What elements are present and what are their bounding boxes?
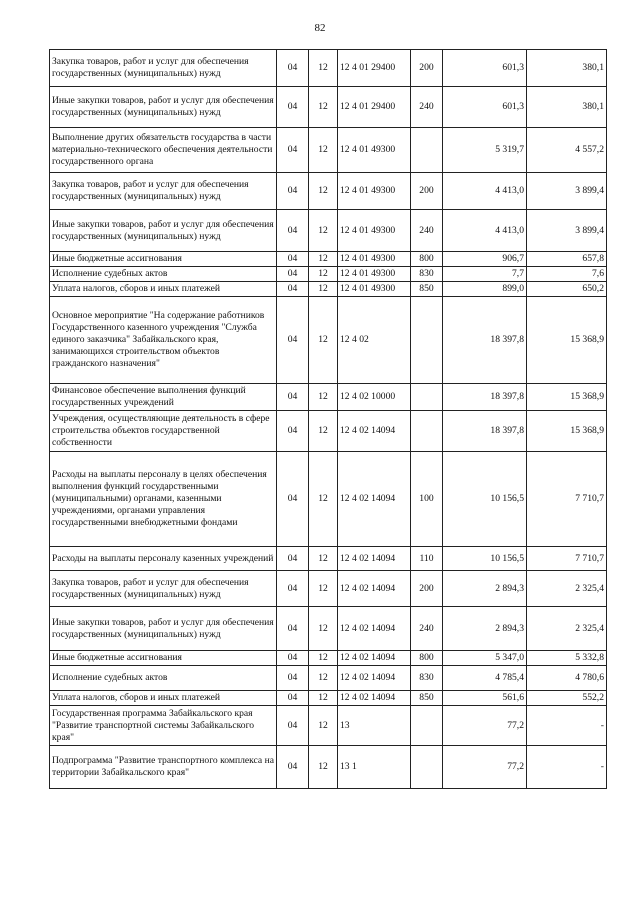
row-section: 04 — [277, 571, 309, 607]
row-section: 04 — [277, 452, 309, 547]
row-name: Иные бюджетные ассигнования — [50, 252, 277, 267]
row-amount-plan: 2 894,3 — [443, 571, 527, 607]
row-expense-type — [411, 297, 443, 384]
row-amount-plan: 18 397,8 — [443, 297, 527, 384]
row-amount-plan: 10 156,5 — [443, 547, 527, 571]
row-target-article: 12 4 02 14094 — [338, 651, 411, 666]
row-subsection: 12 — [309, 282, 338, 297]
row-target-article: 12 4 01 49300 — [338, 267, 411, 282]
row-amount-plan: 601,3 — [443, 87, 527, 128]
row-target-article: 12 4 01 49300 — [338, 210, 411, 252]
row-name: Финансовое обеспечение выполнения функций государственных учреждений — [50, 384, 277, 411]
row-amount-actual: 3 899,4 — [527, 173, 607, 210]
row-amount-plan: 899,0 — [443, 282, 527, 297]
row-name: Исполнение судебных актов — [50, 267, 277, 282]
row-subsection: 12 — [309, 571, 338, 607]
table-row — [50, 547, 607, 571]
row-subsection: 12 — [309, 746, 338, 789]
row-name: Учреждения, осуществляющие деятельность в сфере строительства объектов государственной собственности — [50, 411, 277, 452]
row-name: Закупка товаров, работ и услуг для обеспечения государственных (муниципальных) нужд — [50, 571, 277, 607]
row-amount-plan: 18 397,8 — [443, 411, 527, 452]
row-amount-plan: 4 413,0 — [443, 210, 527, 252]
table-row — [50, 452, 607, 547]
row-expense-type — [411, 411, 443, 452]
row-amount-plan: 77,2 — [443, 746, 527, 789]
row-name: Иные закупки товаров, работ и услуг для обеспечения государственных (муниципальных) нужд — [50, 607, 277, 651]
row-expense-type: 850 — [411, 282, 443, 297]
row-name: Уплата налогов, сборов и иных платежей — [50, 691, 277, 706]
row-section: 04 — [277, 50, 309, 87]
row-name: Закупка товаров, работ и услуг для обеспечения государственных (муниципальных) нужд — [50, 173, 277, 210]
row-section: 04 — [277, 384, 309, 411]
table-row — [50, 384, 607, 411]
row-expense-type — [411, 746, 443, 789]
row-expense-type: 800 — [411, 252, 443, 267]
page-number: 82 — [314, 22, 326, 34]
table-row — [50, 173, 607, 210]
row-amount-plan: 601,3 — [443, 50, 527, 87]
row-name: Закупка товаров, работ и услуг для обеспечения государственных (муниципальных) нужд — [50, 50, 277, 87]
row-target-article: 13 — [338, 706, 411, 746]
table-row — [50, 128, 607, 173]
row-section: 04 — [277, 666, 309, 691]
table-row — [50, 706, 607, 746]
row-amount-plan: 2 894,3 — [443, 607, 527, 651]
row-amount-plan: 18 397,8 — [443, 384, 527, 411]
row-amount-plan: 4 785,4 — [443, 666, 527, 691]
row-amount-actual: 4 780,6 — [527, 666, 607, 691]
row-target-article: 12 4 02 10000 — [338, 384, 411, 411]
row-target-article: 12 4 02 14094 — [338, 452, 411, 547]
row-name: Государственная программа Забайкальского края "Развитие транспортной системы Забайкальского края" — [50, 706, 277, 746]
row-section: 04 — [277, 691, 309, 706]
table-row — [50, 666, 607, 691]
row-target-article: 12 4 02 14094 — [338, 411, 411, 452]
table-row — [50, 571, 607, 607]
row-expense-type: 830 — [411, 267, 443, 282]
row-amount-actual: 3 899,4 — [527, 210, 607, 252]
row-amount-plan: 10 156,5 — [443, 452, 527, 547]
row-section: 04 — [277, 651, 309, 666]
row-name: Выполнение других обязательств государства в части материально-технического обеспечения деятельности государственного органа — [50, 128, 277, 173]
row-amount-actual: - — [527, 746, 607, 789]
row-amount-actual: 15 368,9 — [527, 411, 607, 452]
row-expense-type: 100 — [411, 452, 443, 547]
row-amount-actual: 650,2 — [527, 282, 607, 297]
row-subsection: 12 — [309, 87, 338, 128]
row-name: Основное мероприятие "На содержание работников Государственного казенного учреждения "Служба единого заказчика" Забайкальского края, занимающихся строительством объектов гражданского назначения" — [50, 297, 277, 384]
row-amount-plan: 77,2 — [443, 706, 527, 746]
row-amount-actual: 15 368,9 — [527, 384, 607, 411]
table-row — [50, 651, 607, 666]
row-target-article: 12 4 01 49300 — [338, 252, 411, 267]
row-expense-type: 850 — [411, 691, 443, 706]
row-target-article: 12 4 02 14094 — [338, 571, 411, 607]
row-subsection: 12 — [309, 547, 338, 571]
row-target-article: 12 4 02 — [338, 297, 411, 384]
table-row — [50, 267, 607, 282]
row-amount-actual: 552,2 — [527, 691, 607, 706]
row-subsection: 12 — [309, 384, 338, 411]
row-section: 04 — [277, 173, 309, 210]
budget-table — [49, 49, 607, 789]
row-section: 04 — [277, 706, 309, 746]
table-row — [50, 297, 607, 384]
row-amount-plan: 5 347,0 — [443, 651, 527, 666]
row-amount-actual: 4 557,2 — [527, 128, 607, 173]
row-amount-actual: 7,6 — [527, 267, 607, 282]
row-target-article: 12 4 02 14094 — [338, 607, 411, 651]
row-expense-type — [411, 706, 443, 746]
row-name: Иные бюджетные ассигнования — [50, 651, 277, 666]
row-subsection: 12 — [309, 452, 338, 547]
row-target-article: 12 4 01 29400 — [338, 50, 411, 87]
row-section: 04 — [277, 210, 309, 252]
row-amount-actual: 2 325,4 — [527, 571, 607, 607]
row-expense-type: 830 — [411, 666, 443, 691]
table-row — [50, 252, 607, 267]
row-subsection: 12 — [309, 706, 338, 746]
table-row — [50, 746, 607, 789]
row-expense-type: 200 — [411, 571, 443, 607]
row-subsection: 12 — [309, 691, 338, 706]
row-amount-plan: 906,7 — [443, 252, 527, 267]
row-target-article: 13 1 — [338, 746, 411, 789]
table-row — [50, 607, 607, 651]
row-expense-type — [411, 384, 443, 411]
row-subsection: 12 — [309, 666, 338, 691]
row-section: 04 — [277, 128, 309, 173]
row-subsection: 12 — [309, 297, 338, 384]
row-section: 04 — [277, 297, 309, 384]
row-subsection: 12 — [309, 651, 338, 666]
row-expense-type: 240 — [411, 87, 443, 128]
row-target-article: 12 4 01 49300 — [338, 173, 411, 210]
row-amount-actual: 7 710,7 — [527, 452, 607, 547]
row-section: 04 — [277, 267, 309, 282]
row-expense-type: 240 — [411, 210, 443, 252]
table-row — [50, 87, 607, 128]
row-name: Расходы на выплаты персоналу казенных учреждений — [50, 547, 277, 571]
row-target-article: 12 4 01 49300 — [338, 282, 411, 297]
row-target-article: 12 4 01 49300 — [338, 128, 411, 173]
row-subsection: 12 — [309, 50, 338, 87]
row-name: Расходы на выплаты персоналу в целях обеспечения выполнения функций государственными (муниципальными) органами, казенными учреждениями, органами управления государственными внебюджетными фондами — [50, 452, 277, 547]
table-row — [50, 210, 607, 252]
row-name: Иные закупки товаров, работ и услуг для обеспечения государственных (муниципальных) нужд — [50, 210, 277, 252]
row-amount-plan: 561,6 — [443, 691, 527, 706]
row-amount-actual: 7 710,7 — [527, 547, 607, 571]
row-subsection: 12 — [309, 607, 338, 651]
row-subsection: 12 — [309, 128, 338, 173]
row-amount-actual: - — [527, 706, 607, 746]
row-subsection: 12 — [309, 173, 338, 210]
row-section: 04 — [277, 87, 309, 128]
row-section: 04 — [277, 547, 309, 571]
row-name: Подпрограмма "Развитие транспортного комплекса на территории Забайкальского края" — [50, 746, 277, 789]
row-subsection: 12 — [309, 411, 338, 452]
row-target-article: 12 4 02 14094 — [338, 666, 411, 691]
row-section: 04 — [277, 411, 309, 452]
row-expense-type — [411, 128, 443, 173]
row-subsection: 12 — [309, 252, 338, 267]
row-expense-type: 240 — [411, 607, 443, 651]
row-target-article: 12 4 01 29400 — [338, 87, 411, 128]
row-amount-actual: 15 368,9 — [527, 297, 607, 384]
row-target-article: 12 4 02 14094 — [338, 547, 411, 571]
row-amount-actual: 380,1 — [527, 50, 607, 87]
row-expense-type: 200 — [411, 50, 443, 87]
row-amount-plan: 4 413,0 — [443, 173, 527, 210]
row-name: Уплата налогов, сборов и иных платежей — [50, 282, 277, 297]
row-amount-actual: 5 332,8 — [527, 651, 607, 666]
row-expense-type: 110 — [411, 547, 443, 571]
row-section: 04 — [277, 607, 309, 651]
row-amount-actual: 2 325,4 — [527, 607, 607, 651]
row-name: Иные закупки товаров, работ и услуг для обеспечения государственных (муниципальных) нужд — [50, 87, 277, 128]
row-target-article: 12 4 02 14094 — [338, 691, 411, 706]
row-amount-plan: 5 319,7 — [443, 128, 527, 173]
row-amount-plan: 7,7 — [443, 267, 527, 282]
row-amount-actual: 657,8 — [527, 252, 607, 267]
row-subsection: 12 — [309, 210, 338, 252]
row-amount-actual: 380,1 — [527, 87, 607, 128]
table-row — [50, 411, 607, 452]
row-subsection: 12 — [309, 267, 338, 282]
row-section: 04 — [277, 252, 309, 267]
row-expense-type: 200 — [411, 173, 443, 210]
row-section: 04 — [277, 282, 309, 297]
row-name: Исполнение судебных актов — [50, 666, 277, 691]
row-expense-type: 800 — [411, 651, 443, 666]
table-row — [50, 282, 607, 297]
row-section: 04 — [277, 746, 309, 789]
table-row — [50, 50, 607, 87]
table-row — [50, 691, 607, 706]
